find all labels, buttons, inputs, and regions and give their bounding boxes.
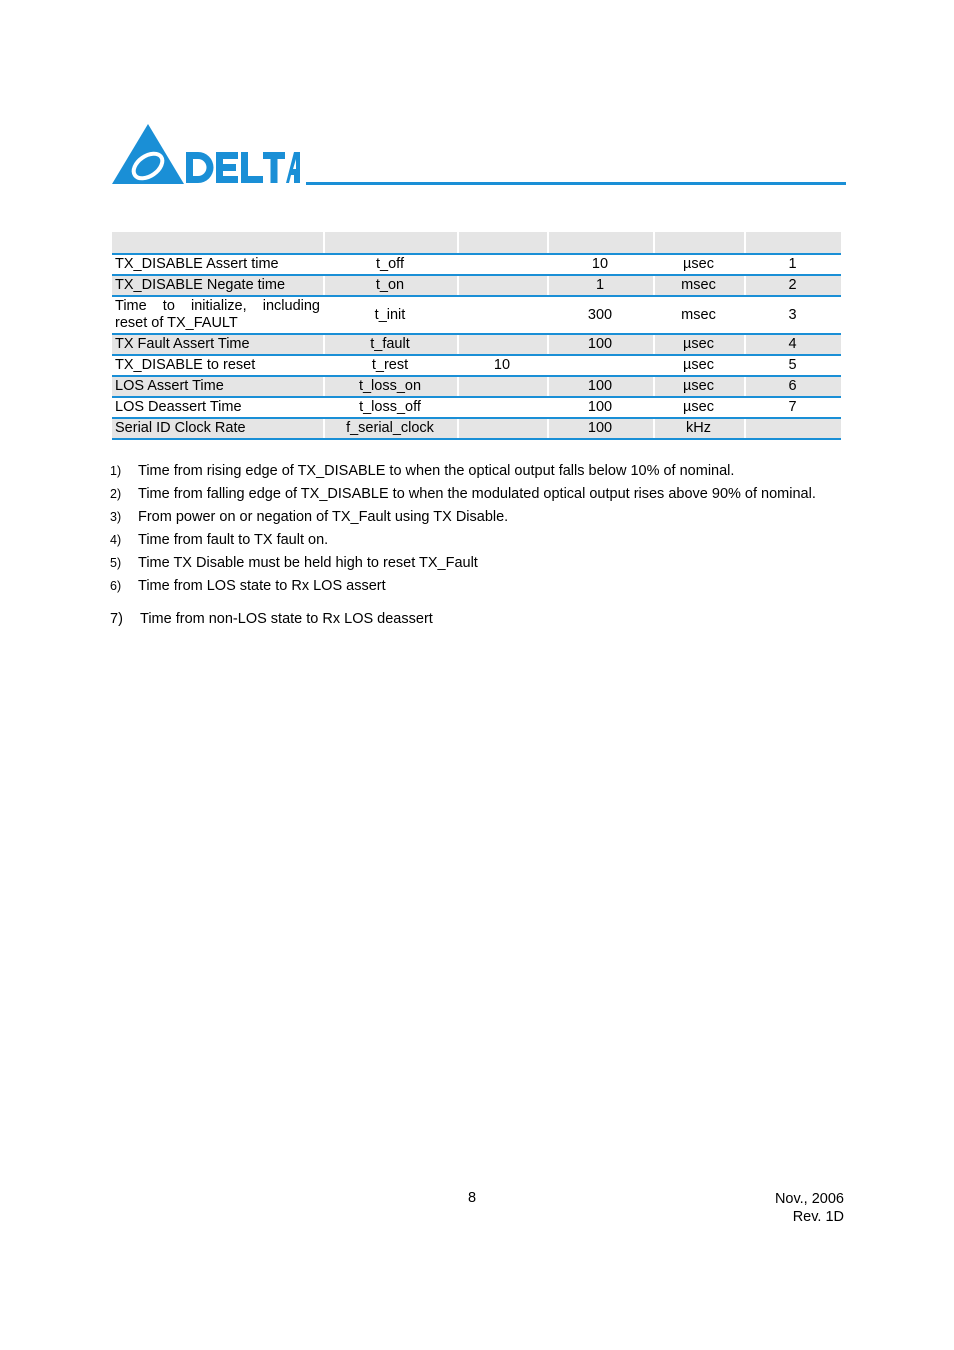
min-cell (457, 334, 547, 355)
table-row (112, 254, 841, 275)
note-text: Time from rising edge of TX_DISABLE to when the optical output falls below 10% of nominal. (138, 463, 735, 479)
param-cell: TX_DISABLE to reset (115, 357, 256, 373)
min-cell (457, 275, 547, 296)
note-cell (744, 418, 841, 439)
note-cell: 2 (744, 275, 841, 296)
note-cell: 3 (788, 306, 797, 323)
note-cell: 1 (788, 256, 797, 272)
min-cell (457, 418, 547, 439)
param-cell: TX Fault Assert Time (112, 334, 323, 355)
param-line1: Time to initialize, including (115, 298, 320, 314)
max-cell: 100 (547, 418, 653, 439)
note-number: 1) (110, 464, 122, 478)
note-item (110, 483, 846, 506)
min-cell: 10 (493, 357, 511, 373)
note-cell: 7 (788, 399, 797, 415)
unit-cell: µsec (653, 376, 744, 397)
param-cell: LOS Deassert Time (115, 399, 242, 415)
max-cell: 300 (587, 306, 613, 323)
unit-cell: msec (653, 275, 744, 296)
symbol-cell: t_init (374, 306, 406, 323)
param-line2: reset of TX_FAULT (115, 315, 238, 331)
unit-cell: µsec (683, 357, 714, 373)
min-cell (457, 376, 547, 397)
param-cell: LOS Assert Time (112, 376, 323, 397)
note-text: Time from non-LOS state to Rx LOS deassert (140, 611, 433, 627)
page-number: 8 (468, 1190, 477, 1206)
delta-logo (110, 122, 302, 186)
note-cell: 6 (744, 376, 841, 397)
table-row (112, 418, 841, 439)
symbol-cell: t_off (376, 256, 404, 272)
unit-cell: µsec (683, 399, 714, 415)
unit-cell: msec (681, 306, 716, 323)
max-cell (547, 355, 653, 376)
table-row (112, 355, 841, 376)
symbol-cell: t_fault (323, 334, 457, 355)
note-number: 5) (110, 556, 122, 570)
table-row (112, 334, 841, 355)
table-row (112, 275, 841, 296)
param-cell (112, 296, 323, 334)
note-text: From power on or negation of TX_Fault using TX Disable. (138, 509, 509, 525)
param-cell: TX_DISABLE Assert time (115, 256, 279, 272)
symbol-cell: t_loss_off (359, 399, 421, 415)
unit-cell: kHz (653, 418, 744, 439)
header-rule (306, 182, 846, 185)
note-item (110, 575, 846, 598)
note-number: 6) (110, 579, 122, 593)
note-number: 7) (110, 611, 123, 627)
note-cell: 5 (788, 357, 797, 373)
min-cell (457, 296, 547, 334)
note-number: 4) (110, 533, 122, 547)
table-row (112, 397, 841, 418)
symbol-cell: f_serial_clock (323, 418, 457, 439)
note-cell: 4 (744, 334, 841, 355)
note-text: Time from LOS state to Rx LOS assert (138, 578, 386, 594)
note-text: Time from fault to TX fault on. (138, 532, 329, 548)
note-number: 2) (110, 487, 122, 501)
revision-label: Rev. 1D (792, 1209, 844, 1225)
symbol-cell: t_rest (371, 357, 409, 373)
symbol-cell: t_loss_on (323, 376, 457, 397)
note-item (110, 552, 846, 575)
note-item (110, 529, 846, 552)
note-text: Time from falling edge of TX_DISABLE to when the modulated optical output rises above 90% of nominal. (138, 486, 816, 502)
note-item (110, 460, 846, 483)
notes-list (110, 460, 846, 631)
max-cell: 1 (547, 275, 653, 296)
min-cell (457, 397, 547, 418)
max-cell: 100 (587, 399, 613, 415)
symbol-cell: t_on (323, 275, 457, 296)
table-row (112, 296, 841, 334)
note-number: 3) (110, 510, 122, 524)
revision-date: Nov., 2006 (774, 1191, 844, 1207)
table-row (112, 376, 841, 397)
table-header-row (112, 232, 841, 254)
revision-block (775, 1190, 844, 1226)
note-item (110, 506, 846, 529)
max-cell: 10 (591, 256, 609, 272)
param-cell: TX_DISABLE Negate time (112, 275, 323, 296)
unit-cell: µsec (683, 256, 714, 272)
max-cell: 100 (547, 334, 653, 355)
min-cell (457, 254, 547, 275)
param-cell: Serial ID Clock Rate (112, 418, 323, 439)
max-cell: 100 (547, 376, 653, 397)
note-item (110, 608, 846, 631)
timing-table (112, 232, 841, 440)
unit-cell: µsec (653, 334, 744, 355)
note-text: Time TX Disable must be held high to reset TX_Fault (138, 555, 478, 571)
